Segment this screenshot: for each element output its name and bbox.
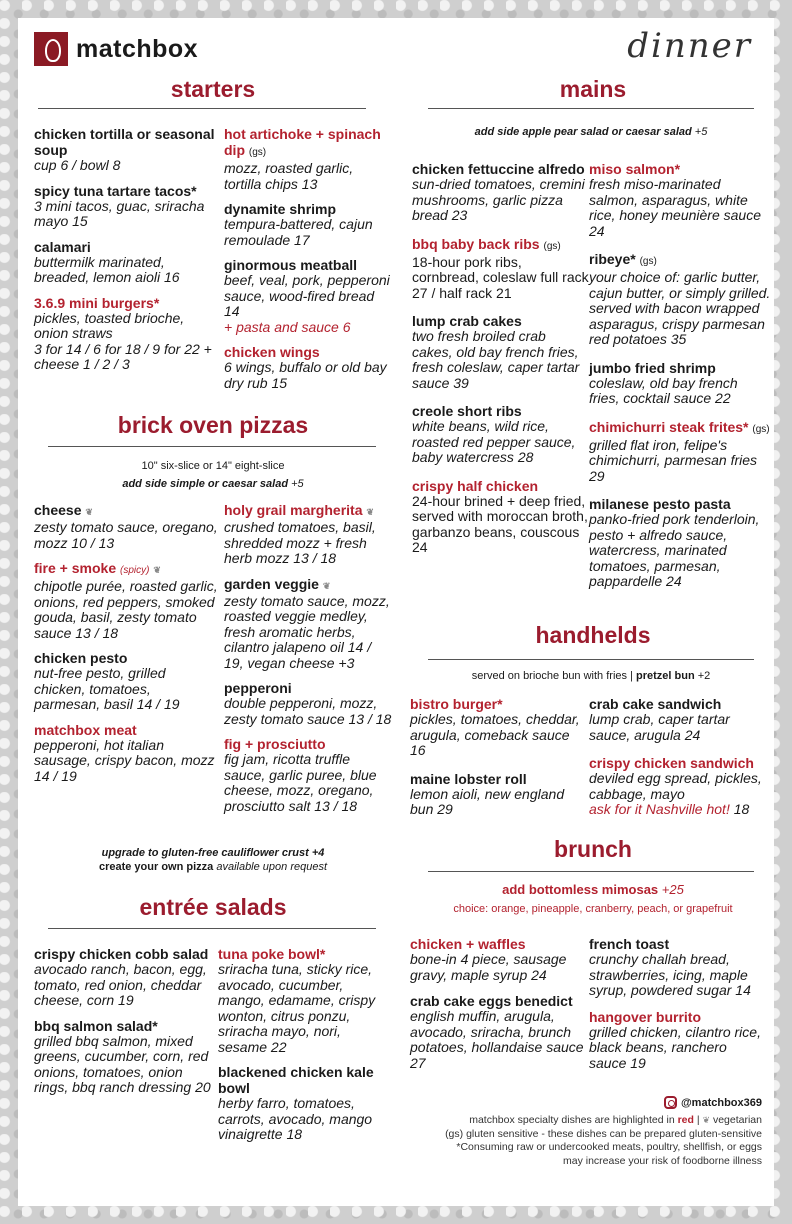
brunch-title: brunch [554, 836, 632, 862]
item-name: crispy half chicken [412, 477, 539, 494]
note-text: add side simple or caesar salad [122, 478, 289, 490]
vegetarian-leaf-icon: ❦ [153, 565, 161, 575]
item-desc: panko-fried pork tenderloin, pesto + alfredo sauce, watercress, marinated tomatoes, parmesan, pappardelle 24 [589, 511, 760, 589]
item-desc: fresh miso-marinated salmon, asparagus, white rice, honey meunière sauce 24 [589, 176, 761, 239]
item-desc: two fresh broiled crab cakes, old bay french fries, fresh coleslaw, caper tartar sauce 39 [412, 328, 580, 391]
note-price: +5 [291, 478, 304, 490]
note-price: +2 [697, 670, 711, 682]
item-name: hangover burrito [589, 1008, 702, 1025]
menu-item [589, 1009, 767, 1072]
item-desc: herby farro, tomatoes, carrots, avocado, mango vinaigrette 18 [218, 1095, 373, 1142]
menu-item [34, 560, 219, 641]
item-desc: lump crab, caper tartar sauce, arugula 24 [589, 711, 730, 743]
item-name: chicken tortilla or seasonal soup [34, 126, 215, 158]
item-name: lump crab cakes [412, 313, 522, 329]
item-desc: bone-in 4 piece, sausage gravy, maple syrup 24 [410, 951, 567, 983]
menu-item [410, 696, 588, 759]
pizzas-rule [48, 446, 376, 447]
mimosa-choice: choice: orange, pineapple, cranberry, peach, or grapefruit [453, 903, 733, 915]
mimosa-text: add bottomless mimosas [502, 882, 659, 897]
brunch-rule [428, 871, 754, 872]
pizzas-title: brick oven pizzas [117, 412, 309, 438]
item-name: creole short ribs [412, 403, 522, 419]
menu-item [412, 161, 590, 224]
item-name: blackened chicken kale bowl [218, 1064, 374, 1096]
menu-item [224, 344, 392, 391]
menu-item [589, 419, 771, 485]
menu-item [34, 650, 219, 713]
item-desc: beef, veal, pork, pepperoni sauce, wood-fired bread 14 [224, 272, 390, 319]
menu-item [412, 313, 590, 391]
footer-red-word: red [677, 1114, 694, 1126]
item-desc: fig jam, ricotta truffle sauce, garlic puree, blue cheese, mozz, oregano, prosciutto salt 13 / 18 [224, 751, 377, 814]
item-desc: pickles, toasted brioche, onion straws [34, 309, 185, 341]
item-tag: (gs) [543, 240, 561, 252]
item-desc: double pepperoni, mozz, zesty tomato sauce 13 / 18 [224, 695, 392, 727]
pizzas-side-note [38, 478, 388, 490]
item-name: chicken fettuccine alfredo [412, 161, 585, 177]
handhelds-rule [428, 659, 754, 660]
item-desc: white beans, wild rice, roasted red pepper sauce, baby watercress 28 [412, 418, 576, 465]
menu-item [218, 1064, 390, 1143]
menu-item [589, 360, 771, 407]
menu-item [34, 946, 219, 1009]
menu-page [18, 18, 774, 1206]
item-name: chicken wings [224, 344, 320, 360]
vegetarian-leaf-icon: ❦ [85, 507, 93, 517]
menu-item [589, 251, 771, 348]
menu-item [224, 576, 394, 672]
item-tag: (gs) [639, 256, 657, 267]
handhelds-left-column [410, 696, 588, 827]
menu-item [224, 126, 392, 192]
item-desc: nut-free pesto, grilled chicken, tomatoes, parmesan, basil 14 / 19 [34, 665, 180, 712]
vegetarian-leaf-icon: ❦ [322, 580, 331, 591]
footer-veg: vegetarian [712, 1114, 762, 1126]
item-red-note: ask for it Nashville hot! [589, 801, 730, 817]
item-name: maine lobster roll [410, 770, 527, 787]
menu-item [589, 496, 771, 590]
item-desc: crushed tomatoes, basil, shredded mozz + fresh herb mozz 13 / 18 [224, 519, 376, 566]
handhelds-note: served on brioche bun with fries | pretzel bun +2 [471, 670, 711, 682]
item-desc: lemon aioli, new england bun 29 [410, 785, 565, 817]
matchbox-flame-icon [34, 32, 68, 66]
instagram-handle[interactable] [664, 1096, 762, 1109]
mains-right-column [589, 161, 771, 599]
item-desc: coleslaw, old bay french fries, cocktail sauce 22 [589, 374, 738, 406]
mains-rule [428, 108, 754, 109]
menu-item [410, 936, 588, 983]
menu-item [412, 478, 590, 556]
menu-item [34, 1018, 219, 1096]
brand-logo [34, 32, 198, 66]
item-desc: 3 mini tacos, guac, sriracha mayo 15 [34, 197, 205, 229]
item-desc: zesty tomato sauce, mozz, roasted veggie medley, fresh aromatic herbs, cilantro jalapeno oil 14 / 19, vegan cheese +3 [224, 592, 390, 671]
mains-title: mains [559, 76, 627, 102]
item-desc: sriracha tuna, sticky rice, avocado, cucumber, mango, edamame, crispy wonton, citrus ponzu, sriracha mayo, nori, sesame 22 [218, 961, 376, 1055]
pizzas-size-note: 10" six-slice or 14" eight-slice [141, 460, 285, 472]
note-text: add side apple pear salad or caesar salad [474, 126, 692, 138]
menu-item [224, 201, 392, 248]
item-tag: (gs) [248, 147, 267, 158]
menu-item [34, 295, 219, 373]
item-tag: (gs) [752, 423, 770, 435]
note-bold: pretzel bun [636, 670, 695, 682]
item-name: miso salmon* [589, 161, 681, 177]
item-desc: english muffin, arugula, avocado, sriracha, brunch potatoes, hollandaise sauce 27 [410, 1008, 584, 1071]
item-desc: avocado ranch, bacon, egg, tomato, red onion, cheddar cheese, corn 19 [34, 961, 207, 1008]
footer-line3: *Consuming raw or undercooked meats, poultry, shellfish, or eggs [456, 1141, 762, 1153]
vegetarian-leaf-icon: ❦ [702, 1115, 711, 1125]
mimosa-offer [428, 882, 758, 897]
starters-left-column [34, 126, 219, 382]
brunch-right-column [589, 936, 767, 1080]
item-desc: buttermilk marinated, breaded, lemon aioli 16 [34, 253, 180, 285]
item-desc: 18-hour pork ribs, cornbread, coleslaw full rack 27 / half rack 21 [412, 253, 589, 301]
note-sub: available upon request [216, 861, 328, 873]
item-price: 18 [733, 801, 750, 817]
item-name: crispy chicken sandwich [589, 755, 754, 771]
item-name: calamari [34, 238, 91, 255]
menu-item [218, 946, 390, 1055]
menu-item [34, 126, 219, 174]
item-name: fig + prosciutto [224, 736, 326, 752]
item-name: ginormous meatball [224, 257, 358, 273]
item-name: hot artichoke + spinach dip [224, 126, 381, 158]
item-name: matchbox meat [34, 721, 137, 738]
item-name: cheese [34, 502, 82, 518]
menu-item [412, 403, 590, 466]
item-name: bistro burger* [410, 696, 503, 712]
pizzas-right-column [224, 502, 394, 823]
item-extra: 3 for 14 / 6 for 18 / 9 for 22 + cheese 1 / 2 / 3 [34, 340, 212, 372]
menu-item [224, 257, 392, 335]
menu-item [410, 771, 588, 818]
item-desc: crunchy challah bread, strawberries, icing, maple syrup, powdered sugar 14 [589, 951, 751, 998]
mains-left-column [412, 161, 590, 565]
item-name: crab cake eggs benedict [410, 993, 573, 1009]
menu-item [34, 183, 219, 230]
upgrade-note [38, 847, 388, 859]
item-name: crispy chicken cobb salad [34, 946, 209, 962]
item-desc: grilled bbq salmon, mixed greens, cucumber, corn, red onions, tomatoes, onion rings, bbq ranch dressing 20 [34, 1032, 211, 1095]
note-price: +5 [694, 126, 708, 138]
menu-item [589, 936, 767, 999]
starters-title: starters [170, 76, 256, 102]
item-name: jumbo fried shrimp [589, 359, 716, 376]
item-name: dynamite shrimp [224, 201, 337, 217]
item-desc: sun-dried tomatoes, cremini mushrooms, garlic pizza bread 23 [412, 176, 585, 223]
menu-item [224, 680, 394, 727]
item-desc: pickles, tomatoes, cheddar, arugula, comeback sauce 16 [410, 711, 580, 758]
item-red-note: + pasta and sauce 6 [224, 318, 351, 335]
create-note [38, 861, 388, 873]
item-desc: cup 6 / bowl 8 [34, 157, 121, 173]
menu-item [34, 239, 219, 286]
starters-rule [38, 108, 366, 109]
mains-side-note [428, 126, 754, 138]
menu-item [34, 722, 219, 785]
item-name: french toast [589, 936, 670, 952]
item-desc: 24-hour brined + deep fried, served with moroccan broth, garbanzo beans, couscous 24 [412, 492, 588, 555]
item-desc: your choice of: garlic butter, cajun butter, or simply grilled. served with bacon wrapped asparagus, crispy parmesan red potatoes 35 [589, 269, 771, 347]
item-name: chicken + waffles [410, 936, 526, 952]
item-name: ribeye* [589, 251, 636, 267]
item-desc: chipotle purée, roasted garlic, onions, red peppers, smoked gouda, basil, zesty tomato sauce 13 / 18 [34, 578, 218, 641]
menu-item [224, 502, 394, 567]
item-name: pepperoni [224, 680, 292, 696]
item-name: bbq baby back ribs [412, 235, 540, 252]
handhelds-right-column [589, 696, 769, 827]
vegetarian-leaf-icon: ❦ [366, 507, 374, 517]
item-tag: (spicy) [120, 565, 150, 576]
salads-rule [48, 928, 376, 929]
instagram-text: @matchbox369 [680, 1096, 762, 1109]
menu-item [34, 502, 219, 551]
footer-notes: matchbox specialty dishes are highlighted in red | ❦ vegetarian (gs) gluten sensitive - these dishes can be prepared gluten-sensitive *Consuming raw or undercooked meats, poultry, shellfish, or eggs may increase your risk of foodborne illness [445, 1114, 762, 1167]
note-text: served on brioche bun with fries [471, 670, 628, 682]
handhelds-title: handhelds [535, 622, 651, 648]
salads-right-column [218, 946, 390, 1152]
salads-left-column [34, 946, 219, 1105]
item-desc: zesty tomato sauce, oregano, mozz 10 / 13 [34, 519, 218, 551]
item-name: spicy tuna tartare tacos* [34, 182, 197, 199]
footer-line4: may increase your risk of foodborne illness [562, 1154, 762, 1167]
item-name: chicken pesto [34, 650, 128, 666]
item-name: 3.6.9 mini burgers* [34, 294, 160, 311]
item-desc: deviled egg spread, pickles, cabbage, mayo [589, 770, 762, 802]
note-text: create your own pizza [98, 861, 214, 873]
item-name: holy grail margherita [224, 502, 363, 518]
menu-item [410, 993, 588, 1071]
menu-item [224, 736, 394, 814]
item-desc: 6 wings, buffalo or old bay dry rub 15 [224, 359, 387, 391]
note-text: upgrade to gluten-free cauliflower crust +4 [101, 847, 325, 859]
pizzas-left-column [34, 502, 219, 793]
item-name: garden veggie [224, 575, 319, 592]
item-desc: grilled chicken, cilantro rice, black beans, ranchero sauce 19 [589, 1023, 761, 1071]
item-name: crab cake sandwich [589, 696, 722, 712]
menu-item [412, 236, 590, 302]
footer-line2: (gs) gluten sensitive - these dishes can be prepared gluten-sensitive [445, 1127, 762, 1140]
item-name: tuna poke bowl* [218, 946, 326, 962]
item-desc: pepperoni, hot italian sausage, crispy bacon, mozz 14 / 19 [34, 736, 215, 784]
instagram-icon [664, 1096, 677, 1109]
page-title: dinner [627, 26, 752, 66]
menu-item [589, 696, 769, 743]
footer-line1: matchbox specialty dishes are highlighted in [469, 1114, 675, 1126]
item-desc: tempura-battered, cajun remoulade 17 [224, 216, 373, 248]
item-desc: mozz, roasted garlic, tortilla chips 13 [224, 160, 354, 192]
item-name: chimichurri steak frites* [589, 418, 749, 435]
item-name: milanese pesto pasta [589, 496, 731, 512]
mimosa-price: +25 [661, 882, 684, 897]
item-desc: grilled flat iron, felipe's chimichurri, parmesan fries 29 [589, 436, 758, 484]
brunch-left-column [410, 936, 588, 1080]
salads-title: entrée salads [139, 894, 287, 920]
item-name: bbq salmon salad* [34, 1017, 158, 1034]
menu-item [589, 755, 769, 818]
item-name: fire + smoke [34, 560, 117, 576]
brand-name: matchbox [76, 34, 199, 63]
menu-item [589, 161, 771, 239]
starters-right-column [224, 126, 392, 400]
